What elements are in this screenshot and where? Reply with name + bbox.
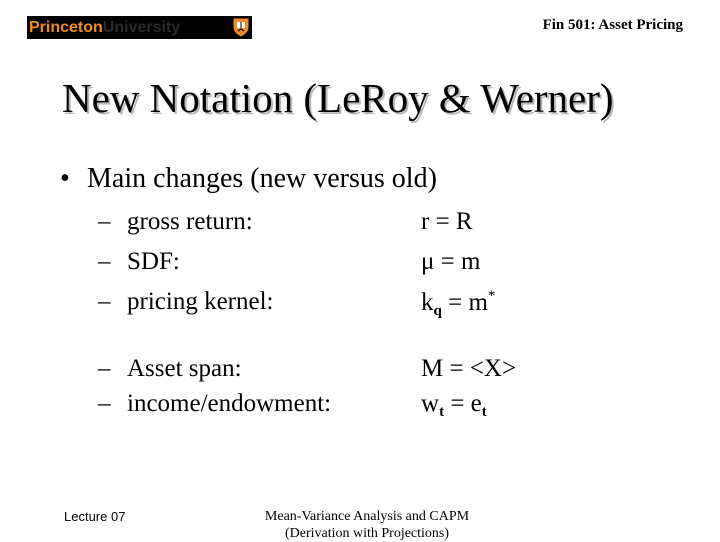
dash-icon: – bbox=[98, 355, 111, 382]
footer-topic bbox=[212, 508, 522, 542]
footer-topic-line1: Mean-Variance Analysis and CAPM bbox=[264, 509, 470, 524]
dash-icon: – bbox=[98, 288, 111, 315]
item-value: $k_q = m^*$ bbox=[421, 288, 496, 319]
logo-wordmark: PrincetonUniversity bbox=[29, 19, 181, 36]
bullet-text: Main changes (new versus old) bbox=[87, 163, 437, 194]
footer-topic-line2: (Derivation with Projections) bbox=[284, 526, 450, 541]
dash-icon: – bbox=[98, 248, 111, 275]
item-label: gross return: bbox=[127, 208, 253, 235]
item-value: μ = m bbox=[421, 248, 481, 275]
main-bullet bbox=[60, 163, 437, 195]
item-label: SDF: bbox=[127, 248, 180, 275]
item-label: pricing kernel: bbox=[127, 288, 274, 315]
shield-icon bbox=[232, 17, 250, 38]
dash-icon: – bbox=[98, 208, 111, 235]
list-item bbox=[98, 288, 273, 316]
list-item bbox=[98, 208, 253, 236]
list-item bbox=[98, 248, 180, 276]
item-value: r = R bbox=[421, 208, 473, 235]
princeton-logo bbox=[27, 16, 252, 39]
slide-title: New Notation (LeRoy & Werner) bbox=[62, 75, 614, 121]
item-value: M = <X> bbox=[421, 355, 517, 382]
item-label: Asset span: bbox=[127, 355, 242, 382]
item-value: $w_t = e_t$ bbox=[421, 390, 487, 420]
item-label: income/endowment: bbox=[127, 390, 332, 417]
lecture-number: Lecture 07 bbox=[64, 509, 126, 524]
list-item bbox=[98, 355, 242, 383]
course-title: Fin 501: Asset Pricing bbox=[542, 17, 683, 33]
bullet-icon: • bbox=[60, 163, 70, 194]
dash-icon: – bbox=[98, 390, 111, 417]
list-item bbox=[98, 390, 331, 418]
